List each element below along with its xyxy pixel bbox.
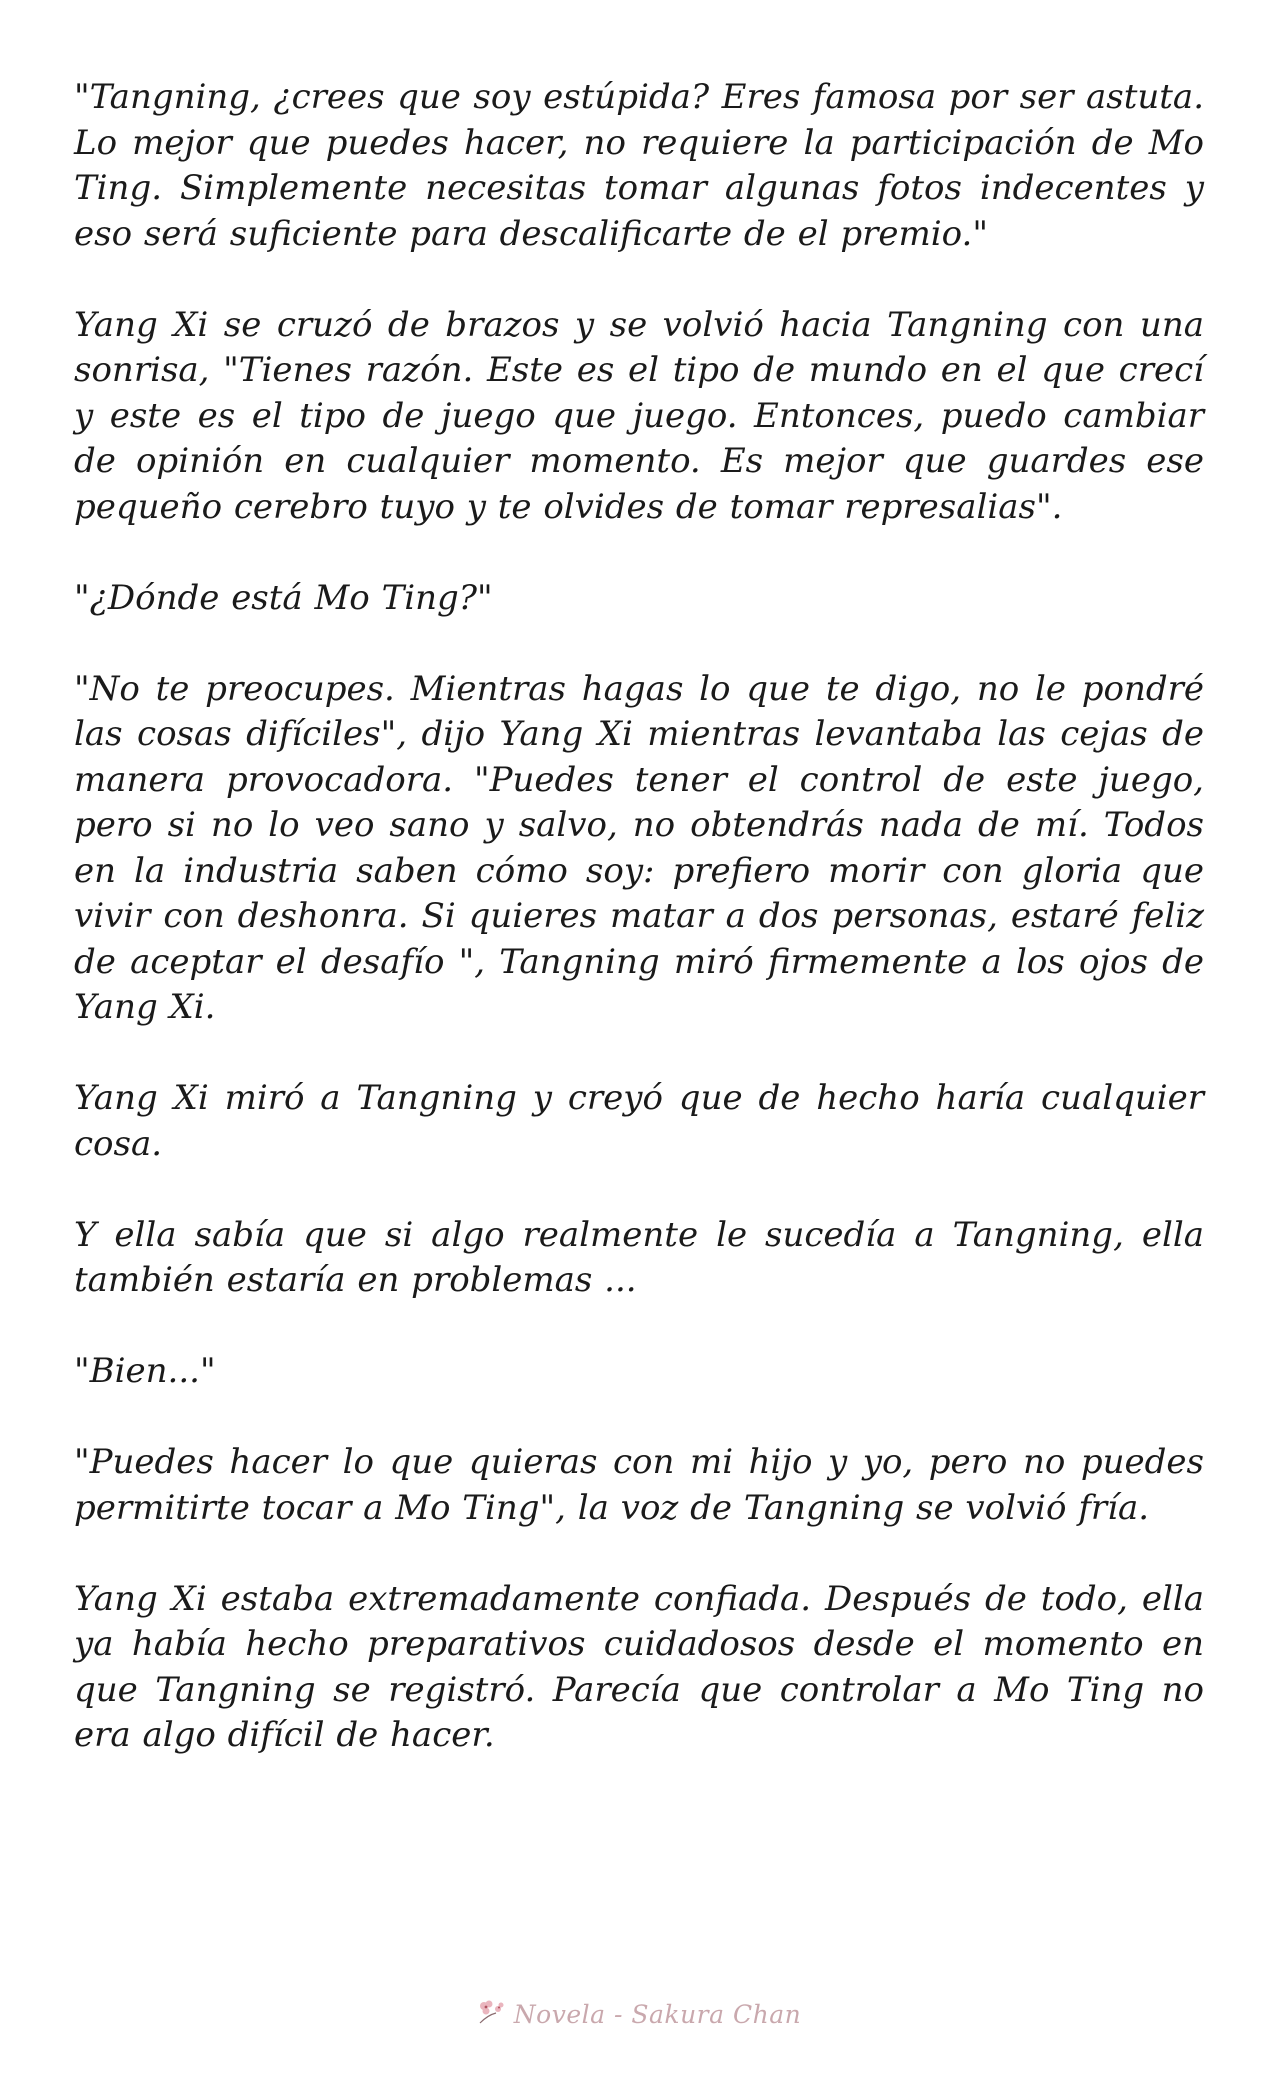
paragraph-9: Yang Xi estaba extremadamente confiada. Después de todo, ella ya había hecho preparativos cuidadosos desde el momento en que Tangning se registró. Parecía que controlar a Mo Ting no era algo difícil de hacer. — [74, 1578, 1204, 1755]
paragraph-1: "Tangning, ¿crees que soy estúpida? Eres famosa por ser astuta. Lo mejor que puedes hacer, no requiere la participación de Mo Ting. Simplemente necesitas tomar algunas fotos indecentes y eso será suficiente para descalificarte de el premio." — [74, 77, 1204, 254]
paragraph-3: "¿Dónde está Mo Ting?" — [74, 577, 493, 618]
sakura-flower-icon — [474, 1997, 508, 2027]
document-body — [74, 75, 1204, 1804]
paragraph-2: Yang Xi se cruzó de brazos y se volvió hacia Tangning con una sonrisa, "Tienes razón. Este es el tipo de mundo en el que crecí y este es el tipo de juego que juego. Entonces, puedo cambiar de opinión en cualquier momento. Es mejor que guardes ese pequeño cerebro tuyo y te olvides de tomar represalias". — [74, 304, 1204, 527]
paragraph-7: "Bien..." — [74, 1351, 216, 1391]
paragraph-4: "No te preocupes. Mientras hagas lo que te digo, no le pondré las cosas difíciles", dijo Yang Xi mientras levantaba las cejas de manera provocadora. "Puedes tener el control de este juego, pero si no lo veo sano y salvo, no obtendrás nada de mí. Todos en la industria saben cómo soy: prefiero morir con gloria que vivir con deshonra. Si quieres matar a dos personas, estaré feliz de aceptar el desafío ", Tangning miró firmemente a los ojos de Yang Xi. — [74, 668, 1204, 1027]
paragraph-6: Y ella sabía que si algo realmente le sucedía a Tangning, ella también estaría en problemas ... — [74, 1214, 1204, 1300]
paragraph-5: Yang Xi miró a Tangning y creyó que de hecho haría cualquier cosa. — [74, 1078, 1204, 1164]
watermark-text: Novela - Sakura Chan — [513, 2000, 802, 2029]
paragraph-8: "Puedes hacer lo que quieras con mi hijo y yo, pero no puedes permitirte tocar a Mo Ting", la voz de Tangning se volvió fría. — [74, 1442, 1204, 1528]
watermark — [0, 1997, 1275, 2029]
